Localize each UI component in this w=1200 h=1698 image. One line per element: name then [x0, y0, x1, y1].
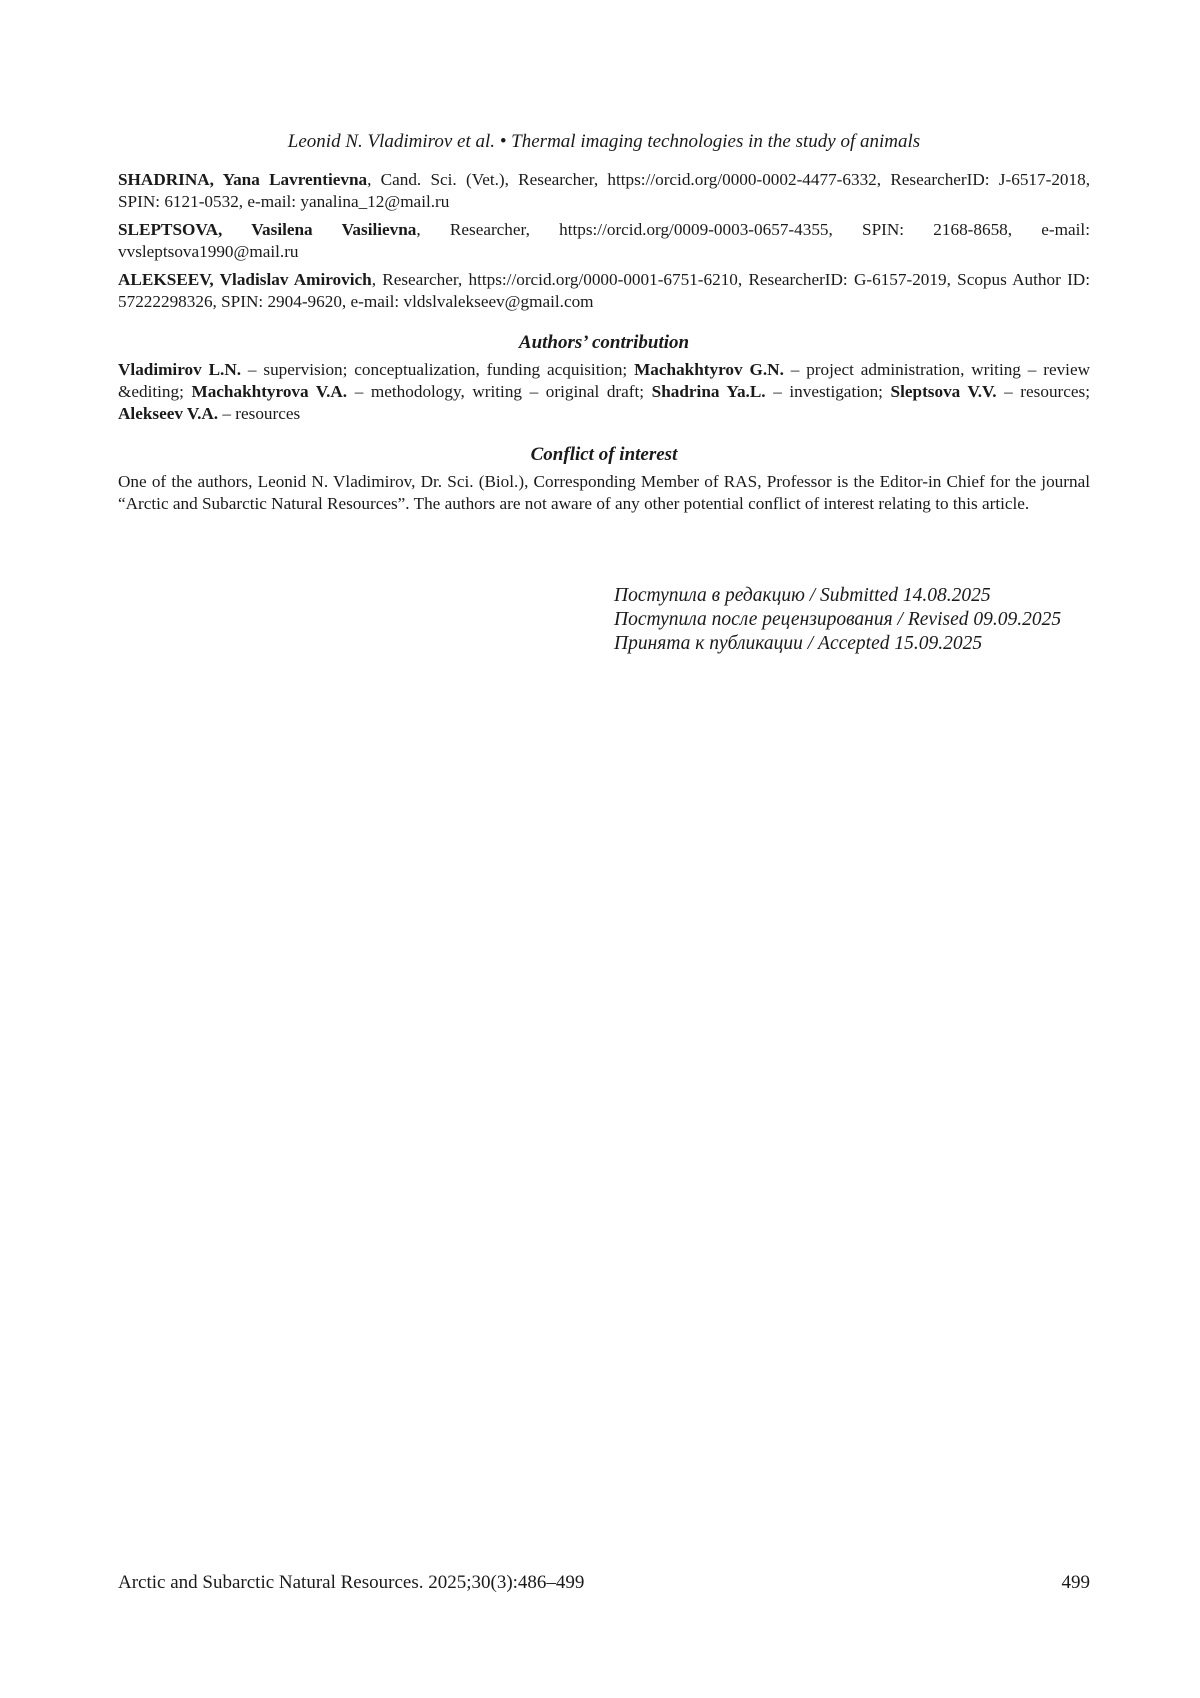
author-entry-alekseev	[118, 269, 1090, 313]
conflict-text: One of the authors, Leonid N. Vladimirov, Dr. Sci. (Biol.), Corresponding Member of RAS, Professor is the Editor-in Chief for the journal “Arctic and Subarctic Natural Resources”. The authors are not aware of any other potential conflict of interest relating to this article.	[118, 472, 1090, 513]
main-content	[118, 169, 1090, 521]
contributor-name: Machakhtyrova V.A.	[191, 382, 348, 401]
author-name: ALEKSEEV, Vladislav Amirovich	[118, 270, 372, 289]
footer-journal-citation: Arctic and Subarctic Natural Resources. 2025;30(3):486–499	[118, 1572, 585, 1593]
date-accepted: Принята к публикации / Accepted 15.09.2025	[614, 633, 983, 654]
author-entry-shadrina	[118, 169, 1090, 213]
contributor-name: Machakhtyrov G.N.	[634, 360, 784, 379]
contribution-role: – supervision; conceptualization, funding acquisition;	[241, 360, 635, 379]
date-submitted: Поступила в редакцию / Submitted 14.08.2025	[614, 585, 991, 606]
conflict-heading: Conflict of interest	[530, 444, 678, 465]
contributor-name: Sleptsova V.V.	[890, 382, 997, 401]
author-details: , Cand. Sci. (Vet.), Researcher, https://orcid.org/0000-0002-4477-6332, ResearcherID: J-6517-2018, SPIN: 6121-0532, e-mail: yanalina_12@mail.ru	[118, 170, 1090, 211]
footer-page-number: 499	[1061, 1572, 1090, 1593]
author-name: SHADRINA, Yana Lavrentievna	[118, 170, 368, 189]
contribution-text	[118, 359, 1090, 425]
submission-dates	[614, 584, 1061, 656]
author-entry-sleptsova	[118, 219, 1090, 263]
contributor-name: Shadrina Ya.L.	[651, 382, 766, 401]
contribution-role: – resources;	[996, 382, 1090, 401]
author-details: , Researcher, https://orcid.org/0009-0003-0657-4355, SPIN: 2168-8658, e-mail: vvsleptsova1990@mail.ru	[118, 220, 1090, 261]
running-header: Leonid N. Vladimirov et al. • Thermal imaging technologies in the study of animals	[287, 131, 921, 152]
contribution-heading: Authors’ contribution	[518, 332, 690, 353]
contribution-role: – methodology, writing – original draft;	[347, 382, 652, 401]
contribution-role: – investigation;	[765, 382, 891, 401]
date-revised: Поступила после рецензирования / Revised 09.09.2025	[614, 609, 1062, 630]
author-details: , Researcher, https://orcid.org/0000-0001-6751-6210, ResearcherID: G-6157-2019, Scopus Author ID: 57222298326, SPIN: 2904-9620, e-mail: vldslvalekseev@gmail.com	[118, 270, 1090, 311]
contributor-name: Alekseev V.A.	[118, 404, 219, 423]
contribution-role: – project administration, writing – review &editing;	[118, 360, 1091, 401]
contributor-name: Vladimirov L.N.	[118, 360, 242, 379]
contribution-role: – resources	[218, 404, 301, 423]
author-name: SLEPTSOVA, Vasilena Vasilievna	[118, 220, 417, 239]
